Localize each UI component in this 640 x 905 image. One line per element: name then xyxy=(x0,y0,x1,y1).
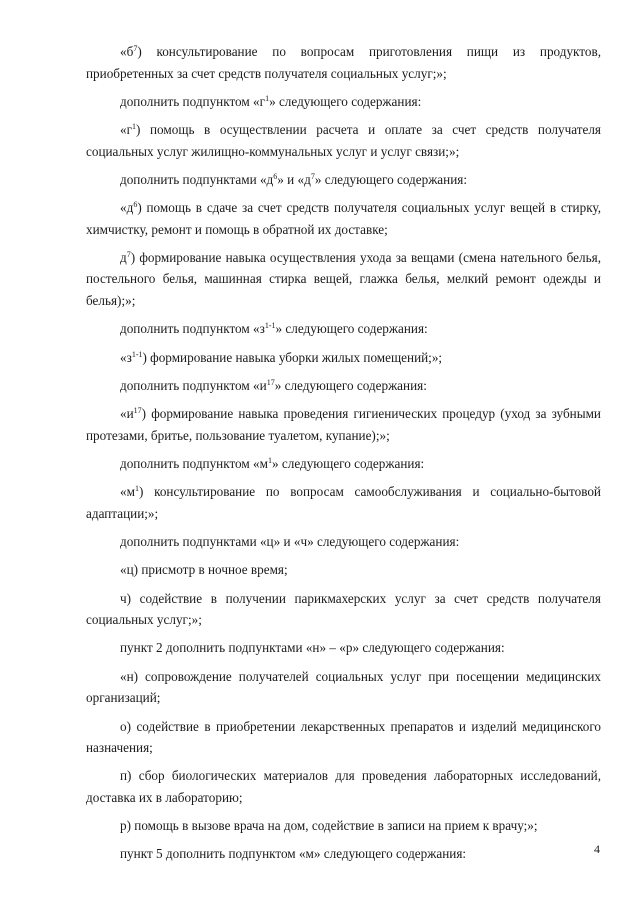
text-segment: дополнить подпунктами «ц» и «ч» следующего содержания: xyxy=(120,534,460,550)
paragraph xyxy=(86,453,601,475)
text-segment: » следующего содержания: xyxy=(275,321,428,337)
text-segment: «и xyxy=(120,406,134,422)
page-number: 4 xyxy=(594,842,600,856)
text-segment: ) консультирование по вопросам приготовления пищи из продуктов, приобретенных за счет средств получателя социальных услуг;»; xyxy=(86,44,601,81)
text-segment: «б xyxy=(120,44,134,59)
text-segment: » и «д xyxy=(277,171,311,187)
text-segment: » следующего содержания: xyxy=(272,455,425,471)
paragraph xyxy=(86,637,601,659)
text-segment: дополнить подпунктом «и xyxy=(120,377,267,393)
paragraph xyxy=(86,588,601,631)
text-segment: » следующего содержания: xyxy=(274,377,427,393)
paragraph xyxy=(86,716,601,759)
text-segment: «м xyxy=(120,484,135,500)
paragraph xyxy=(86,318,601,340)
paragraph xyxy=(86,666,601,709)
superscript: 7 xyxy=(126,249,131,259)
superscript: 6 xyxy=(133,200,138,210)
text-segment: ) формирование навыка уборки жилых помещений;»; xyxy=(142,349,443,365)
text-segment: «з xyxy=(120,349,132,365)
superscript: 1-1 xyxy=(131,349,143,359)
paragraph xyxy=(86,375,601,397)
text-segment: ) помощь в сдаче за счет средств получателя социальных услуг вещей в стирку, химчистку, ремонт и помощь в обратной их доставке; xyxy=(86,200,601,237)
superscript: 6 xyxy=(273,171,278,181)
paragraph xyxy=(86,843,601,865)
superscript: 1 xyxy=(132,122,137,132)
paragraph xyxy=(86,815,601,837)
superscript: 1 xyxy=(265,93,270,103)
superscript: 7 xyxy=(133,44,138,53)
text-segment: о) содействие в приобретении лекарственных препаратов и изделий медицинского назначения; xyxy=(86,718,601,756)
superscript: 17 xyxy=(133,406,142,416)
text-segment: ) формирование навыка проведения гигиенических процедур (уход за зубными протезами, бритье, пользование туалетом, купание);»; xyxy=(86,406,601,443)
paragraph xyxy=(86,481,601,524)
paragraph xyxy=(86,91,601,113)
paragraph xyxy=(86,119,601,162)
text-segment: р) помощь в вызове врача на дом, содействие в записи на прием к врачу;»; xyxy=(120,818,538,834)
superscript: 1 xyxy=(268,455,272,465)
superscript: 1 xyxy=(134,484,139,494)
paragraph xyxy=(86,169,601,191)
text-segment: «г xyxy=(120,122,133,138)
paragraph xyxy=(86,531,601,553)
text-segment: дополнить подпунктом «м xyxy=(120,455,268,471)
paragraph xyxy=(86,559,601,581)
text-segment: пункт 2 дополнить подпунктами «н» – «р» следующего содержания: xyxy=(120,640,505,656)
paragraph xyxy=(86,197,601,240)
paragraph xyxy=(86,347,601,369)
text-segment: д xyxy=(120,249,127,265)
text-segment: дополнить подпунктами «д xyxy=(120,171,274,187)
text-segment: «ц) присмотр в ночное время; xyxy=(120,562,288,578)
text-segment: «н) сопровождение получателей социальных услуг при посещении медицинских организаций; xyxy=(86,668,601,706)
paragraph xyxy=(86,41,601,84)
paragraph xyxy=(86,765,601,808)
superscript: 7 xyxy=(310,171,315,181)
superscript: 17 xyxy=(266,377,275,387)
text-segment: «д xyxy=(120,200,134,216)
paragraph xyxy=(86,403,601,446)
text-segment: дополнить подпунктом «з xyxy=(120,321,265,337)
text-segment: ) помощь в осуществлении расчета и оплате за счет средств получателя социальных услуг жилищно-коммунальных услуг и услуг связи;»; xyxy=(86,122,601,159)
paragraph xyxy=(86,247,601,312)
text-segment: » следующего содержания: xyxy=(314,171,467,187)
text-segment: п) сбор биологических материалов для проведения лабораторных исследований, доставка их в лабораторию; xyxy=(86,768,601,805)
document-body xyxy=(86,41,601,865)
text-segment: дополнить подпунктом «г xyxy=(120,93,266,109)
superscript: 1-1 xyxy=(264,321,276,331)
text-segment: ) консультирование по вопросам самообслуживания и социально-бытовой адаптации;»; xyxy=(86,484,601,521)
text-segment: » следующего содержания: xyxy=(269,93,422,109)
text-segment: ч) содействие в получении парикмахерских услуг за счет средств получателя социальных услуг;»; xyxy=(86,590,601,628)
text-segment: ) формирование навыка осуществления ухода за вещами (смена нательного белья, постельного белья, машинная стирка вещей, глажка белья, мелкий ремонт одежды и белья);»; xyxy=(86,249,601,308)
text-segment: пункт 5 дополнить подпунктом «м» следующего содержания: xyxy=(120,846,467,862)
